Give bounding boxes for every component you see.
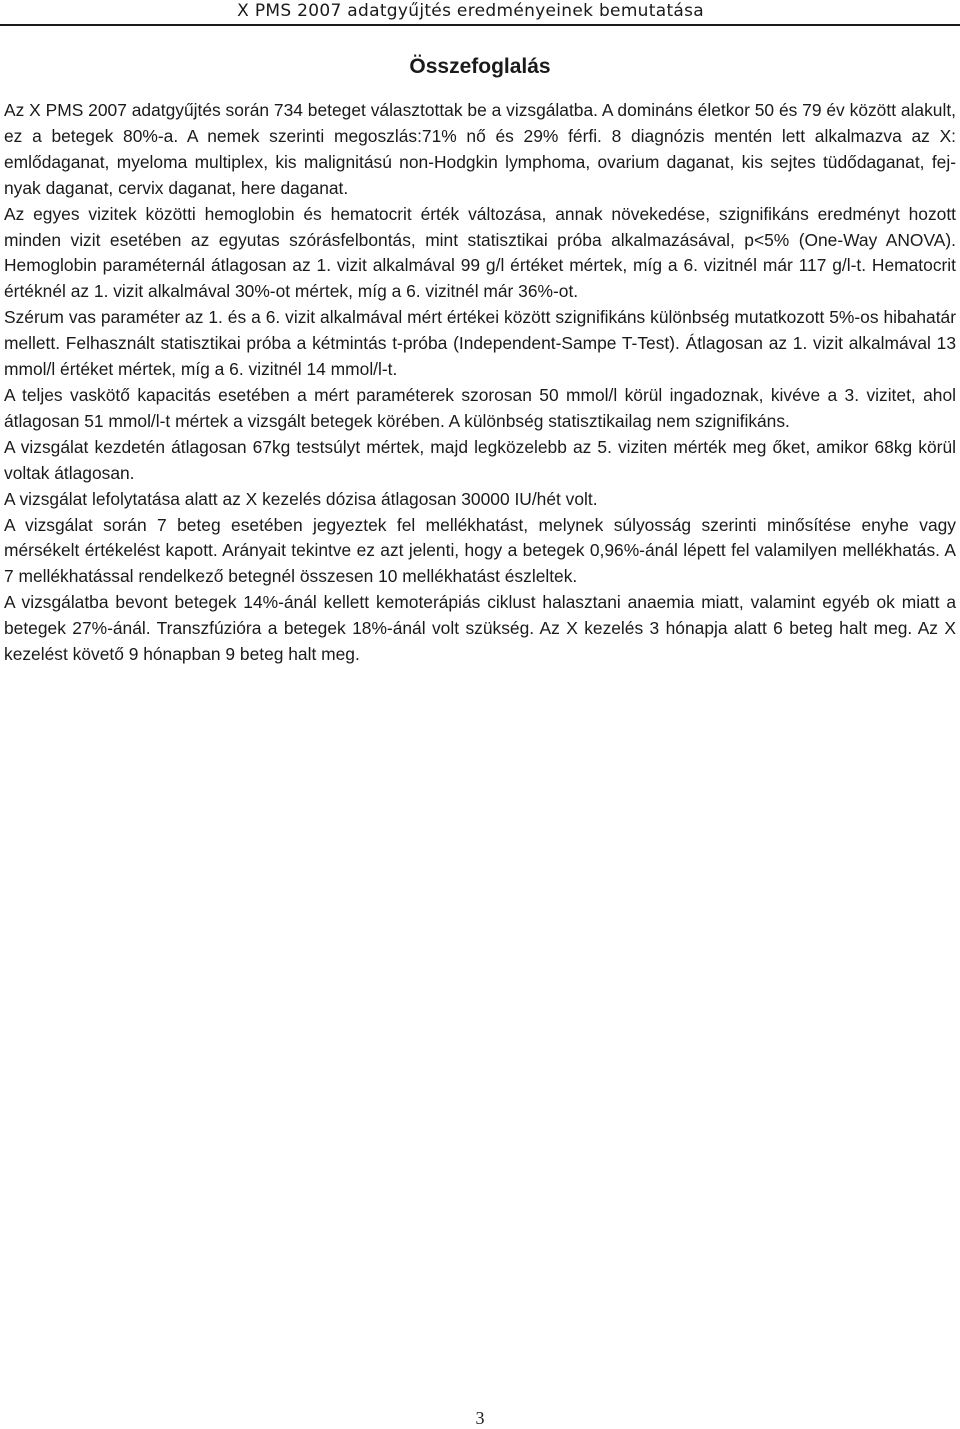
- page-number: 3: [475, 1408, 485, 1428]
- paragraph-dose: A vizsgálat lefolytatása alatt az X kezelés dózisa átlagosan 30000 IU/hét volt.: [4, 488, 598, 509]
- paragraph-demographics: Az X PMS 2007 adatgyűjtés során 734 beteget választottak be a vizsgálatba. A domináns életkor 50 és 79 év között alakult, ez a betegek 80%-a. A nemek szerinti megoszlás:71% nő és 29% férfi. 8 diagnózis mentén lett alkalmazva az X: emlődaganat, myeloma multiplex, kis malignitású non-Hodgkin lymphoma, ovarium daganat, kis sejtes tüdődaganat, fej-nyak daganat, cervix daganat, here daganat.: [4, 100, 956, 198]
- paragraph-serum-iron: Szérum vas paraméter az 1. és a 6. vizit alkalmával mért értékei között szignifikáns különbség mutatkozott 5%-os hibahatár mellett. Felhasznált statisztikai próba a kétmintás t-próba (Independent-Sampe T-Test). Átlagosan az 1. vizit alkalmával 13 mmol/l értéket mértek, míg a 6. vizitnél 14 mmol/l-t.: [4, 307, 956, 380]
- running-header: X PMS 2007 adatgyűjtés eredményeinek bemutatása: [237, 1, 704, 21]
- header-divider: [0, 24, 960, 26]
- paragraph-body-weight: A vizsgálat kezdetén átlagosan 67kg testsúlyt mértek, majd legközelebb az 5. viziten mérték meg őket, amikor 68kg körül voltak átlagosan.: [4, 436, 956, 483]
- summary-body: [4, 98, 956, 668]
- paragraph-iron-binding: A teljes vaskötő kapacitás esetében a mért paraméterek szorosan 50 mmol/l körül ingadoznak, kivéve a 3. vizitet, ahol átlagosan 51 mmol/l-t mértek a vizsgált betegek körében. A különbség statisztikailag nem szignifikáns.: [4, 384, 956, 431]
- paragraph-outcomes: A vizsgálatba bevont betegek 14%-ánál kellett kemoterápiás ciklust halasztani anaemia miatt, valamint egyéb ok miatt a betegek 27%-ánál. Transzfúzióra a betegek 18%-ánál volt szükség. Az X kezelés 3 hónapja alatt 6 beteg halt meg. Az X kezelést követő 9 hónapban 9 beteg halt meg.: [4, 592, 956, 665]
- section-title: Összefoglalás: [409, 55, 551, 78]
- paragraph-side-effects: A vizsgálat során 7 beteg esetében jegyeztek fel mellékhatást, melynek súlyosság szerinti minősítése enyhe vagy mérsékelt értékelést kapott. Arányait tekintve ez azt jelenti, hogy a betegek 0,96%-ánál lépett fel valamilyen mellékhatás. A 7 mellékhatással rendelkező betegnél összesen 10 mellékhatást észleltek.: [4, 514, 956, 587]
- paragraph-hemoglobin: Az egyes vizitek közötti hemoglobin és hematocrit érték változása, annak növekedése, szignifikáns eredményt hozott minden vizit esetében az egyutas szórásfelbontás, mint statisztikai próba alkalmazásával, p<5% (One-Way ANOVA). Hemoglobin paraméternál átlagosan az 1. vizit alkalmával 99 g/l értéket mértek, míg a 6. vizitnél már 117 g/l-t. Hematocrit értéknél az 1. vizit alkalmával 30%-ot mértek, míg a 6. vizitnél már 36%-ot.: [4, 203, 956, 302]
